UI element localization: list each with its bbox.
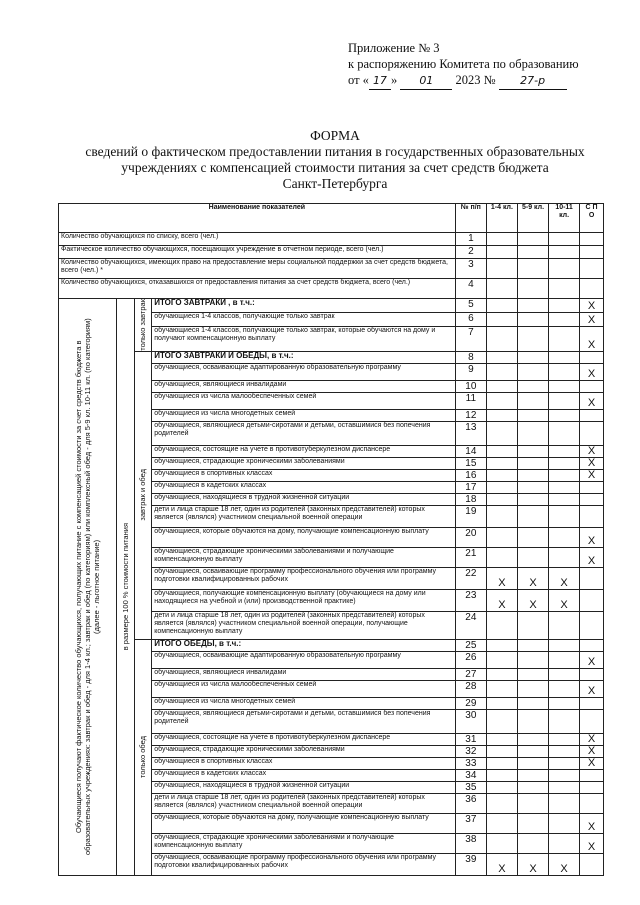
side-label-breakfast: только завтрак xyxy=(138,299,148,351)
cell-spo xyxy=(580,233,604,246)
row-number: 29 xyxy=(455,697,486,709)
cell-c14 xyxy=(486,697,517,709)
side-label-breakfast-cell xyxy=(134,299,152,352)
cell-spo xyxy=(580,697,604,709)
cell-c59 xyxy=(517,233,548,246)
row-label: Количество обучающихся по списку, всего (чел.) xyxy=(59,233,456,246)
row-number: 24 xyxy=(455,611,486,639)
row-label: обучающиеся, осваивающие программу профессионального обучения или программу подготовки квалифицированных рабочих xyxy=(152,567,456,589)
row-number: 18 xyxy=(455,493,486,505)
table-row xyxy=(59,639,604,651)
row-number: 12 xyxy=(455,409,486,421)
cell-c1011 xyxy=(549,421,580,445)
row-number: 32 xyxy=(455,745,486,757)
row-label: обучающиеся, осваивающие адаптированную образовательную программу xyxy=(152,651,456,668)
cell-spo xyxy=(580,380,604,392)
cell-c59 xyxy=(517,409,548,421)
side-label-outer: Обучающиеся получают фактическое количество обучающихся, получающих питание с компенсацией стоимости за счет средств бюджета в образовательных учреждениях: завтрак и обед - для 1-4 кл.; завтрак и обед (по категориям) или комплексный обед - для 5-9 кл. 10-11 кл. (по категориям) (далее - льготное питание) xyxy=(74,318,101,856)
row-label: дети и лица старше 18 лет, один из родителей (законных представителей) которых является (являлся) участником специальной военной операции xyxy=(152,793,456,813)
cell-spo xyxy=(580,639,604,651)
row-label: обучающиеся, являющиеся детьми-сиротами и детьми, оставшимися без попечения родителей xyxy=(152,421,456,445)
row-label: обучающиеся, которые обучаются на дому, получающие компенсационную выплату xyxy=(152,527,456,547)
cell-c1011 xyxy=(549,457,580,469)
cell-spo: X xyxy=(580,326,604,351)
cell-c59 xyxy=(517,481,548,493)
cell-c59 xyxy=(517,421,548,445)
row-label: обучающиеся, находящиеся в трудной жизненной ситуации xyxy=(152,781,456,793)
cell-c1011 xyxy=(549,351,580,363)
cell-spo xyxy=(580,409,604,421)
cell-c14 xyxy=(486,733,517,745)
cell-c1011 xyxy=(549,709,580,733)
cell-c1011 xyxy=(549,392,580,409)
side-label-outer-wrap xyxy=(59,317,116,857)
cell-c1011 xyxy=(549,246,580,259)
row-label: ИТОГО ОБЕДЫ, в т.ч.: xyxy=(152,639,456,651)
side-label-mid: в размере 100 % стоимости питания xyxy=(120,523,130,651)
cell-c59 xyxy=(517,312,548,326)
cell-c14: X xyxy=(486,567,517,589)
cell-spo xyxy=(580,279,604,299)
cell-c14 xyxy=(486,445,517,457)
cell-c1011 xyxy=(549,312,580,326)
cell-c1011 xyxy=(549,547,580,567)
cell-c14 xyxy=(486,781,517,793)
cell-spo xyxy=(580,589,604,611)
cell-c59 xyxy=(517,757,548,769)
cell-c14 xyxy=(486,259,517,279)
table-row xyxy=(59,246,604,259)
row-label: обучающиеся, являющиеся инвалидами xyxy=(152,668,456,680)
table-row xyxy=(59,279,604,299)
cell-c14 xyxy=(486,409,517,421)
cell-c1011 xyxy=(549,781,580,793)
cell-c14: X xyxy=(486,589,517,611)
cell-c1011 xyxy=(549,745,580,757)
row-number: 8 xyxy=(455,351,486,363)
cell-spo xyxy=(580,259,604,279)
cell-c1011 xyxy=(549,793,580,813)
cell-c59 xyxy=(517,697,548,709)
cell-c14 xyxy=(486,351,517,363)
cell-spo xyxy=(580,505,604,527)
form-subtitle-3: Санкт-Петербурга xyxy=(282,176,388,191)
row-label: обучающиеся, находящиеся в трудной жизненной ситуации xyxy=(152,493,456,505)
cell-c14 xyxy=(486,527,517,547)
cell-c14 xyxy=(486,709,517,733)
side-label-breakfast-lunch-wrap xyxy=(135,469,152,521)
header-10-11: 10-11 кл. xyxy=(549,204,580,233)
cell-spo: X xyxy=(580,363,604,380)
cell-c1011 xyxy=(549,409,580,421)
cell-c59: X xyxy=(517,589,548,611)
cell-c59 xyxy=(517,527,548,547)
cell-c1011: X xyxy=(549,567,580,589)
row-label: обучающиеся, получающие компенсационную выплату (обучающиеся на дому или находящиеся на учебной и (или) производственной практике) xyxy=(152,589,456,611)
cell-c14 xyxy=(486,611,517,639)
cell-c1011 xyxy=(549,733,580,745)
cell-c59 xyxy=(517,813,548,833)
row-number: 11 xyxy=(455,392,486,409)
cell-c1011 xyxy=(549,680,580,697)
row-label: обучающиеся, являющиеся детьми-сиротами и детьми, оставшимися без попечения родителей xyxy=(152,709,456,733)
row-label: обучающиеся, осваивающие программу профессионального обучения или программу подготовки квалифицированных рабочих xyxy=(152,853,456,875)
annex-line2: к распоряжению Комитета по образованию xyxy=(348,57,579,71)
table-row xyxy=(59,259,604,279)
row-number: 22 xyxy=(455,567,486,589)
row-label: обучающиеся 1-4 классов, получающие только завтрак, которые обучаются на дому и получают компенсационную выплату xyxy=(152,326,456,351)
row-label: ИТОГО ЗАВТРАКИ И ОБЕДЫ, в т.ч.: xyxy=(152,351,456,363)
row-number: 10 xyxy=(455,380,486,392)
cell-c59 xyxy=(517,745,548,757)
cell-spo xyxy=(580,853,604,875)
cell-c59 xyxy=(517,457,548,469)
cell-spo xyxy=(580,781,604,793)
cell-c14 xyxy=(486,392,517,409)
cell-c59 xyxy=(517,505,548,527)
table-row xyxy=(59,233,604,246)
row-number: 3 xyxy=(455,259,486,279)
cell-c1011 xyxy=(549,651,580,668)
cell-c1011 xyxy=(549,833,580,853)
cell-c59 xyxy=(517,769,548,781)
row-number: 17 xyxy=(455,481,486,493)
cell-spo: X xyxy=(580,445,604,457)
cell-c14 xyxy=(486,363,517,380)
cell-c59 xyxy=(517,493,548,505)
cell-c59 xyxy=(517,793,548,813)
cell-c1011 xyxy=(549,481,580,493)
row-number: 23 xyxy=(455,589,486,611)
row-label: обучающиеся, состоящие на учете в противотуберкулезном диспансере xyxy=(152,445,456,457)
row-number: 21 xyxy=(455,547,486,567)
header-row xyxy=(59,204,604,233)
row-number: 36 xyxy=(455,793,486,813)
cell-c14 xyxy=(486,481,517,493)
cell-c1011 xyxy=(549,813,580,833)
cell-c14 xyxy=(486,547,517,567)
row-number: 13 xyxy=(455,421,486,445)
row-label: дети и лица старше 18 лет, один из родителей (законных представителей) которых является (являлся) участником специальной военной операции xyxy=(152,505,456,527)
row-number: 19 xyxy=(455,505,486,527)
cell-c1011 xyxy=(549,326,580,351)
annex-block xyxy=(348,40,579,90)
cell-c14 xyxy=(486,769,517,781)
cell-c14 xyxy=(486,833,517,853)
row-label: обучающиеся, страдающие хроническими заболеваниями и получающие компенсационную выплату xyxy=(152,547,456,567)
cell-spo xyxy=(580,493,604,505)
form-title: ФОРМА xyxy=(310,128,360,143)
annex-line1: Приложение № 3 xyxy=(348,41,440,55)
cell-c1011 xyxy=(549,493,580,505)
row-number: 33 xyxy=(455,757,486,769)
cell-c59 xyxy=(517,709,548,733)
row-number: 16 xyxy=(455,469,486,481)
row-label: ИТОГО ЗАВТРАКИ , в т.ч.: xyxy=(152,299,456,313)
row-number: 38 xyxy=(455,833,486,853)
cell-c59 xyxy=(517,351,548,363)
cell-spo: X xyxy=(580,457,604,469)
table-row xyxy=(59,299,604,313)
row-label: дети и лица старше 18 лет, один из родителей (законных представителей) которых является (являлся) участником специальной военной операции, получающие компенсационную выплату xyxy=(152,611,456,639)
side-label-lunch-cell xyxy=(134,639,152,875)
cell-c59 xyxy=(517,781,548,793)
cell-c14 xyxy=(486,457,517,469)
row-number: 4 xyxy=(455,279,486,299)
row-label: Количество обучающихся, отказавшихся от предоставления питания за счет средств бюджета, всего (чел.) xyxy=(59,279,456,299)
cell-c59: X xyxy=(517,853,548,875)
cell-spo xyxy=(580,793,604,813)
form-subtitle-1: сведений о фактическом предоставлении питания в государственных образовательных xyxy=(85,144,585,159)
date-mid: » xyxy=(390,73,398,87)
cell-c14 xyxy=(486,813,517,833)
cell-c14 xyxy=(486,312,517,326)
cell-spo xyxy=(580,668,604,680)
cell-spo: X xyxy=(580,745,604,757)
cell-c1011 xyxy=(549,380,580,392)
date-day: 17 xyxy=(369,73,391,90)
cell-c1011 xyxy=(549,639,580,651)
cell-spo xyxy=(580,246,604,259)
row-label: обучающиеся из числа малообеспеченных семей xyxy=(152,680,456,697)
cell-c1011: X xyxy=(549,853,580,875)
cell-c59 xyxy=(517,733,548,745)
side-label-mid-cell xyxy=(117,299,135,876)
row-number: 35 xyxy=(455,781,486,793)
cell-c1011 xyxy=(549,363,580,380)
cell-c59: X xyxy=(517,567,548,589)
cell-c1011 xyxy=(549,697,580,709)
cell-c1011 xyxy=(549,445,580,457)
row-label: обучающиеся в кадетских классах xyxy=(152,769,456,781)
cell-spo: X xyxy=(580,813,604,833)
row-label: обучающиеся, страдающие хроническими заболеваниями xyxy=(152,745,456,757)
cell-c14 xyxy=(486,668,517,680)
row-number: 26 xyxy=(455,651,486,668)
row-number: 34 xyxy=(455,769,486,781)
header-5-9: 5-9 кл. xyxy=(517,204,548,233)
cell-c1011 xyxy=(549,469,580,481)
row-number: 31 xyxy=(455,733,486,745)
cell-c59 xyxy=(517,299,548,313)
cell-c59 xyxy=(517,651,548,668)
cell-c1011 xyxy=(549,668,580,680)
cell-c14 xyxy=(486,246,517,259)
row-label: обучающиеся в кадетских классах xyxy=(152,481,456,493)
row-number: 25 xyxy=(455,639,486,651)
cell-spo xyxy=(580,481,604,493)
cell-c59 xyxy=(517,246,548,259)
cell-c59 xyxy=(517,639,548,651)
row-label: обучающиеся, являющиеся инвалидами xyxy=(152,380,456,392)
cell-c1011 xyxy=(549,233,580,246)
side-label-lunch: только обед xyxy=(138,736,148,779)
row-label: обучающиеся в спортивных классах xyxy=(152,757,456,769)
cell-spo: X xyxy=(580,392,604,409)
cell-c1011 xyxy=(549,505,580,527)
cell-c14 xyxy=(486,680,517,697)
cell-c14 xyxy=(486,757,517,769)
cell-c14 xyxy=(486,326,517,351)
row-number: 6 xyxy=(455,312,486,326)
cell-c59 xyxy=(517,363,548,380)
row-number: 20 xyxy=(455,527,486,547)
side-label-lunch-wrap xyxy=(135,736,152,778)
cell-spo: X xyxy=(580,547,604,567)
row-number: 27 xyxy=(455,668,486,680)
header-num: № п/п xyxy=(455,204,486,233)
row-label: обучающиеся из числа малообеспеченных семей xyxy=(152,392,456,409)
cell-spo xyxy=(580,769,604,781)
cell-c1011 xyxy=(549,769,580,781)
row-label: обучающиеся, страдающие хроническими заболеваниями и получающие компенсационную выплату xyxy=(152,833,456,853)
cell-c14 xyxy=(486,639,517,651)
cell-c59 xyxy=(517,833,548,853)
side-label-mid-wrap xyxy=(117,523,134,650)
cell-c59 xyxy=(517,380,548,392)
header-1-4: 1-4 кл. xyxy=(486,204,517,233)
cell-spo: X xyxy=(580,757,604,769)
row-number: 9 xyxy=(455,363,486,380)
row-label: обучающиеся из числа многодетных семей xyxy=(152,697,456,709)
doc-number: 27-р xyxy=(499,73,567,90)
cell-spo: X xyxy=(580,833,604,853)
cell-spo xyxy=(580,421,604,445)
cell-c14 xyxy=(486,745,517,757)
row-label: Количество обучающихся, имеющих право на предоставление меры социальной поддержки за счет средств бюджета, всего (чел.) * xyxy=(59,259,456,279)
cell-c1011 xyxy=(549,527,580,547)
annex-date-line xyxy=(348,72,579,90)
cell-c59 xyxy=(517,611,548,639)
cell-c1011 xyxy=(549,611,580,639)
cell-spo: X xyxy=(580,312,604,326)
row-label: обучающиеся, страдающие хроническими заболеваниями xyxy=(152,457,456,469)
header-name: Наименование показателей xyxy=(59,204,456,233)
cell-c1011 xyxy=(549,259,580,279)
indicators-table xyxy=(58,203,604,876)
cell-c14 xyxy=(486,505,517,527)
cell-c14 xyxy=(486,421,517,445)
row-number: 5 xyxy=(455,299,486,313)
cell-c59 xyxy=(517,469,548,481)
cell-spo xyxy=(580,709,604,733)
cell-c59 xyxy=(517,279,548,299)
cell-spo xyxy=(580,611,604,639)
row-number: 7 xyxy=(455,326,486,351)
row-label: обучающиеся в спортивных классах xyxy=(152,469,456,481)
row-label: Фактическое количество обучающихся, посещающих учреждение в отчетном периоде, всего (чел.) xyxy=(59,246,456,259)
cell-c59 xyxy=(517,259,548,279)
cell-c14 xyxy=(486,380,517,392)
row-label: обучающиеся, осваивающие адаптированную образовательную программу xyxy=(152,363,456,380)
cell-c14 xyxy=(486,651,517,668)
cell-c14 xyxy=(486,279,517,299)
row-label: обучающиеся 1-4 классов, получающие только завтрак xyxy=(152,312,456,326)
row-number: 30 xyxy=(455,709,486,733)
cell-c14 xyxy=(486,469,517,481)
cell-spo xyxy=(580,351,604,363)
table-row xyxy=(59,351,604,363)
form-subtitle-2: учреждениях с компенсацией стоимости питания за счет средств бюджета xyxy=(121,160,549,175)
cell-spo: X xyxy=(580,469,604,481)
cell-c14 xyxy=(486,493,517,505)
cell-c59 xyxy=(517,392,548,409)
side-label-outer-cell xyxy=(59,299,117,876)
header-spo: С П О xyxy=(580,204,604,233)
row-number: 39 xyxy=(455,853,486,875)
cell-c14 xyxy=(486,793,517,813)
cell-c14: X xyxy=(486,853,517,875)
row-label: обучающиеся, состоящие на учете в противотуберкулезном диспансере xyxy=(152,733,456,745)
row-label: обучающиеся из числа многодетных семей xyxy=(152,409,456,421)
side-label-breakfast-lunch: завтрак и обед xyxy=(138,469,148,522)
cell-c1011 xyxy=(549,299,580,313)
side-label-breakfast-lunch-cell xyxy=(134,351,152,639)
cell-c59 xyxy=(517,668,548,680)
cell-c1011: X xyxy=(549,589,580,611)
cell-c59 xyxy=(517,547,548,567)
row-number: 14 xyxy=(455,445,486,457)
row-number: 28 xyxy=(455,680,486,697)
cell-c59 xyxy=(517,445,548,457)
cell-c1011 xyxy=(549,279,580,299)
row-number: 1 xyxy=(455,233,486,246)
row-number: 2 xyxy=(455,246,486,259)
row-label: обучающиеся, которые обучаются на дому, получающие компенсационную выплату xyxy=(152,813,456,833)
cell-spo: X xyxy=(580,651,604,668)
cell-c14 xyxy=(486,233,517,246)
cell-c59 xyxy=(517,326,548,351)
row-number: 15 xyxy=(455,457,486,469)
date-prefix: от « xyxy=(348,73,369,87)
cell-c59 xyxy=(517,680,548,697)
row-number: 37 xyxy=(455,813,486,833)
cell-c1011 xyxy=(549,757,580,769)
date-year: 2023 № xyxy=(455,73,496,87)
cell-c14 xyxy=(486,299,517,313)
cell-spo: X xyxy=(580,527,604,547)
side-label-breakfast-wrap xyxy=(135,299,152,351)
date-month: 01 xyxy=(400,73,452,90)
cell-spo xyxy=(580,567,604,589)
cell-spo: X xyxy=(580,299,604,313)
cell-spo: X xyxy=(580,680,604,697)
cell-spo: X xyxy=(580,733,604,745)
